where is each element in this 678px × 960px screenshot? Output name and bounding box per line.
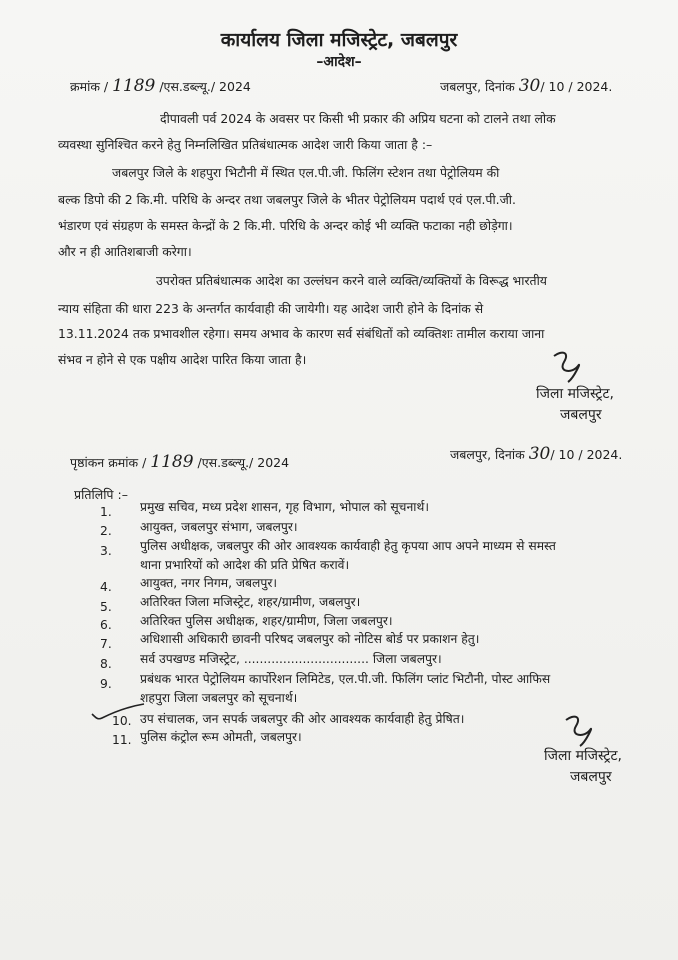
copy-item: आयुक्त, नगर निगम, जबलपुर। bbox=[140, 576, 278, 590]
paragraph-3-line: उपरोक्त प्रतिबंधात्मक आदेश का उल्लंघन करने वाले व्यक्ति/व्यक्तियों के विरूद्ध भारतीय bbox=[156, 273, 547, 288]
signature-1-place: जबलपुर bbox=[560, 407, 602, 423]
order-number-suffix: /एस.डब्ल्यू./ 2024 bbox=[159, 79, 251, 94]
order-number-line bbox=[70, 76, 251, 96]
copy-item: प्रमुख सचिव, मध्य प्रदेश शासन, गृह विभाग, भोपाल को सूचनार्थ। bbox=[140, 500, 429, 514]
signature-2-place: जबलपुर bbox=[570, 769, 612, 785]
copy-item-continuation: शहपुरा जिला जबलपुर को सूचनार्थ। bbox=[140, 691, 298, 705]
endorsement-number: 1189 bbox=[150, 452, 194, 472]
paragraph-2-line: और न ही आतिशबाजी करेगा। bbox=[58, 244, 192, 259]
copy-item-number: 11. bbox=[112, 733, 132, 747]
endorsement-number-line bbox=[70, 452, 289, 472]
paragraph-1-line: दीपावली पर्व 2024 के अवसर पर किसी भी प्रकार की अप्रिय घटना को टालने तथा लोक bbox=[160, 111, 556, 126]
order-number-prefix: क्रमांक / bbox=[70, 79, 109, 94]
paragraph-3-line: 13.11.2024 तक प्रभावशील रहेगा। समय अभाव के कारण सर्व संबंधितों को व्यक्तिशः तामील कराया जाना bbox=[58, 326, 545, 341]
copy-item-number: 8. bbox=[100, 657, 112, 671]
copy-item-number: 7. bbox=[100, 637, 112, 651]
paragraph-3-line: संभव न होने से एक पक्षीय आदेश पारित किया जाता है। bbox=[58, 352, 307, 367]
endorsement-date-line bbox=[450, 444, 622, 464]
copy-item: अधिशासी अधिकारी छावनी परिषद जबलपुर को नोटिस बोर्ड पर प्रकाशन हेतु। bbox=[140, 632, 480, 646]
copy-item: पुलिस कंट्रोल रूम ओमती, जबलपुर। bbox=[140, 730, 302, 744]
copy-item-number: 5. bbox=[100, 600, 112, 614]
copy-item-number: 9. bbox=[100, 677, 112, 691]
order-date-suffix: / 10 / 2024. bbox=[540, 79, 613, 94]
copy-item: अतिरिक्त जिला मजिस्ट्रेट, शहर/ग्रामीण, जबलपुर। bbox=[140, 595, 361, 609]
endorsement-number-suffix: /एस.डब्ल्यू./ 2024 bbox=[197, 455, 290, 470]
order-day: 30 bbox=[518, 76, 541, 96]
copy-item-number: 2. bbox=[100, 524, 112, 538]
signature-2-title: जिला मजिस्ट्रेट, bbox=[544, 748, 622, 764]
order-place-date: जबलपुर, दिनांक bbox=[440, 79, 515, 94]
paragraph-3-line: न्याय संहिता की धारा 223 के अन्तर्गत कार्यवाही की जायेगी। यह आदेश जारी होने के दिनांक से bbox=[58, 301, 484, 316]
order-number: 1189 bbox=[112, 76, 156, 96]
order-date-line bbox=[440, 76, 612, 96]
copy-item: आयुक्त, जबलपुर संभाग, जबलपुर। bbox=[140, 520, 298, 534]
copy-item: सर्व उपखण्ड मजिस्ट्रेट, ................................ जिला जबलपुर। bbox=[140, 652, 442, 666]
copy-item-number: 6. bbox=[100, 618, 112, 632]
office-title: कार्यालय जिला मजिस्ट्रेट, जबलपुर bbox=[220, 29, 458, 51]
copy-item-number: 3. bbox=[100, 544, 112, 558]
signature-scribble-1 bbox=[548, 348, 588, 388]
copy-item-number: 1. bbox=[100, 505, 112, 519]
copy-to-label: प्रतिलिपि :– bbox=[74, 487, 128, 502]
endorsement-date-suffix: / 10 / 2024. bbox=[550, 447, 623, 462]
endorsement-place-date: जबलपुर, दिनांक bbox=[450, 447, 525, 462]
copy-item: अतिरिक्त पुलिस अधीक्षक, शहर/ग्रामीण, जिला जबलपुर। bbox=[140, 614, 393, 628]
copy-item-number: 4. bbox=[100, 580, 112, 594]
paragraph-2-line: जबलपुर जिले के शहपुरा भिटौनी में स्थित एल.पी.जी. फिलिंग स्टेशन तथा पेट्रोलियम की bbox=[112, 165, 500, 180]
copy-item: प्रबंधक भारत पेट्रोलियम कार्पोरेशन लिमिटेड, एल.पी.जी. फिलिंग प्लांट भिटौनी, पोस्ट आफिस bbox=[140, 672, 551, 686]
paragraph-2-line: बल्क डिपो की 2 कि.मी. परिधि के अन्दर तथा जबलपुर जिले के भीतर पेट्रोलियम पदार्थ एवं एल.पी.जी. bbox=[58, 192, 516, 207]
order-heading: –आदेश– bbox=[316, 54, 362, 70]
paragraph-2-line: भंडारण एवं संग्रहण के समस्त केन्द्रों के 2 कि.मी. परिधि के अन्दर कोई भी व्यक्ति फटाका नही छोड़ेगा। bbox=[58, 218, 513, 233]
copy-item-number: 10. bbox=[112, 714, 132, 728]
copy-item: पुलिस अधीक्षक, जबलपुर की ओर आवश्यक कार्यवाही हेतु कृपया आप अपने माध्यम से समस्त bbox=[140, 539, 556, 553]
paragraph-1-line: व्यवस्था सुनिश्चित करने हेतु निम्नलिखित प्रतिबंधात्मक आदेश जारी किया जाता है :– bbox=[58, 137, 433, 152]
copy-item: उप संचालक, जन सपर्क जबलपुर की ओर आवश्यक कार्यवाही हेतु प्रेषित। bbox=[140, 712, 465, 726]
endorsement-number-prefix: पृष्ठांकन क्रमांक / bbox=[70, 455, 147, 470]
endorsement-day: 30 bbox=[528, 444, 551, 464]
copy-item-continuation: थाना प्रभारियों को आदेश की प्रति प्रेषित करावें। bbox=[140, 558, 350, 572]
signature-1-title: जिला मजिस्ट्रेट, bbox=[536, 386, 614, 402]
